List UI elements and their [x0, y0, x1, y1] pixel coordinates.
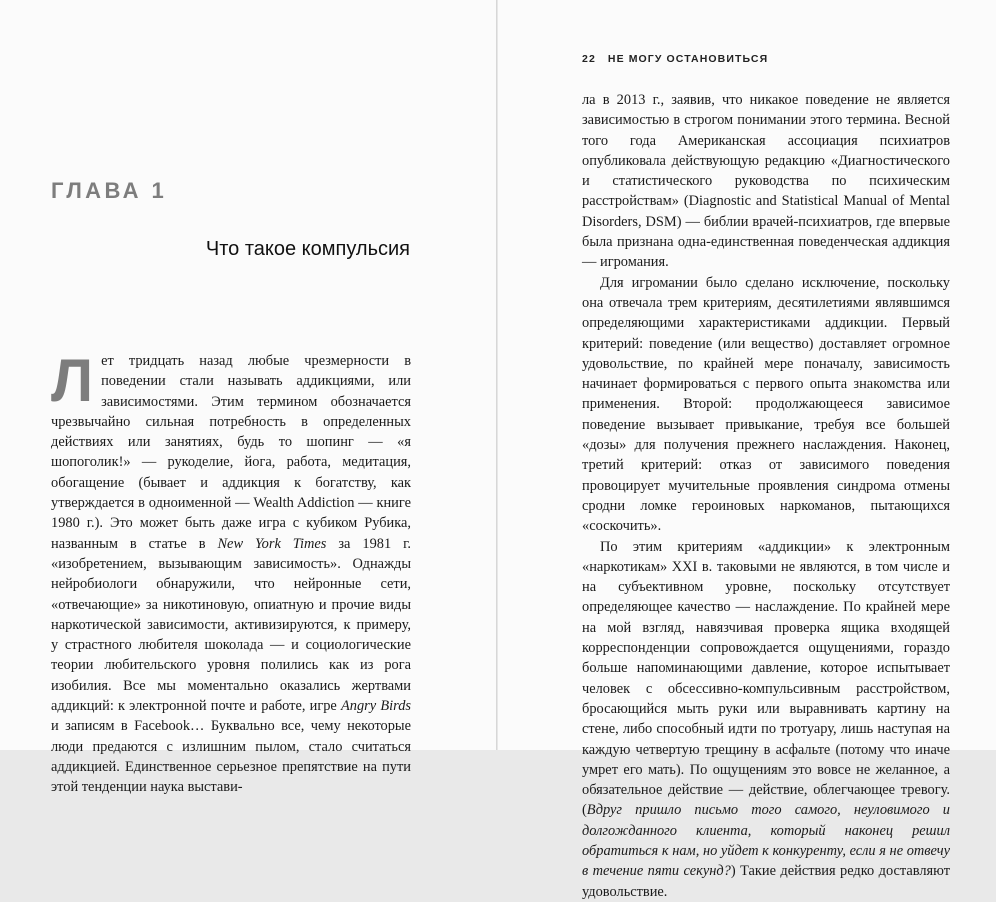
- body-run: и записям в Facebook… Буквально все, чему некоторые люди предаются с излишним пылом, стало считаться аддикцией. Единственное серьезное препятствие на пути этой тенденции наука выстави-: [51, 718, 411, 796]
- body-italic-run: New York Times: [217, 535, 327, 552]
- paragraph-continuation: ла в 2013 г., заявив, что никакое поведение не является зависимостью в строгом понимании этого термина. Весной того года Американская ассоциация психиатров опубликовала действующую редакцию «Диагностического и статистического руководства по психическим расстройствам» (Diagnostic and Statistical Manual of Mental Disorders, DSM) — библии врачей-психиатров, где впервые была признана одна-единственная поведенческая аддикция — игромания.: [582, 92, 950, 271]
- body-run: По этим критериям «аддикции» к электронным «наркотикам» XXI в. таковыми не являются, в том числе и на субъективном уровне, поскольку отсутствует определяющее качество — наслаждение. По крайней мере на мой взгляд, навязчивая проверка ящика входящей корреспонденции сопровождается ощущениями, гораздо больше напоминающими давление, которое испытывает человек с обсессивно-компульсивным расстройством, бросающийся мыть руки или выравнивать картину на стене, либо способный идти по тротуару, лишь наступая на каждую четвертую трещину в асфальте (потому что иначе умрет его мать). По ощущениям это вовсе не желанное, а обязательное действие — действие, облегчающее тревогу. (: [582, 538, 950, 819]
- left-body-text: [51, 347, 411, 798]
- running-head-title: НЕ МОГУ ОСТАНОВИТЬСЯ: [607, 53, 769, 65]
- body-italic-run: Angry Birds: [341, 698, 411, 715]
- chapter-title: Что такое компульсия: [205, 238, 410, 260]
- body-run: ет тридцать назад любые чрезмерности в поведении стали называть аддикциями, или зависимостями. Этим термином обозначается чрезвычайно сильная потребность в определенных действиях или занятиях, будь то шопинг — «я шопоголик!» — рукоделие, йога, работа, медитация, обогащение (бывает и аддикция к богатству, как утверждается в одноименной — Wealth Addiction — книге 1980 г.). Это может быть даже игра с кубиком Рубика, названным в статье в: [51, 353, 411, 552]
- paragraph: Для игромании было сделано исключение, поскольку она отвечала трем критериям, десятилетиями являвшимся определяющими характеристиками аддикции. Первый критерий: поведение (или вещество) доставляет огромное удовольствие, по крайней мере поначалу, зависимость начинает формироваться с первого опыта знакомства или применения. Второй: продолжающееся зависимое поведение вызывает привыкание, требуя все большей «дозы» для получения прежнего наслаждения. Наконец, третий критерий: отказ от зависимого поведения провоцирует мучительные проявления синдрома отмены сродни ломке героиновых наркоманов, пытающихся «соскочить».: [582, 274, 950, 535]
- page-number: 22: [582, 53, 596, 65]
- chapter-label: ГЛАВА 1: [51, 178, 168, 203]
- paragraph: [582, 537, 950, 902]
- body-run: ) Такие действия редко доставляют удовольствие.: [582, 863, 950, 900]
- running-head: [582, 53, 768, 65]
- right-body-text: [582, 90, 950, 902]
- drop-cap: Л: [51, 347, 94, 414]
- body-run: за 1981 г. «изобретением, вызывающим зависимость». Однажды нейробиологи обнаружили, что нейронные сети, «отвечающие» за никотиновую, опиатную и прочие виды наркотической зависимости, активизируются, к примеру, у страстного любителя шоколада — и социологические теории любительского уровня полились как из рога изобилия. Все мы моментально оказались жертвами аддикций: к электронной почте и работе, игре: [51, 535, 411, 715]
- opening-paragraph: [51, 347, 411, 798]
- body-italic-run: Вдруг пришло письмо того самого, неуловимого и долгожданного клиента, который наконец решил обратиться к нам, но уйдет к конкуренту, если я не отвечу в течение пяти секунд?: [582, 802, 950, 880]
